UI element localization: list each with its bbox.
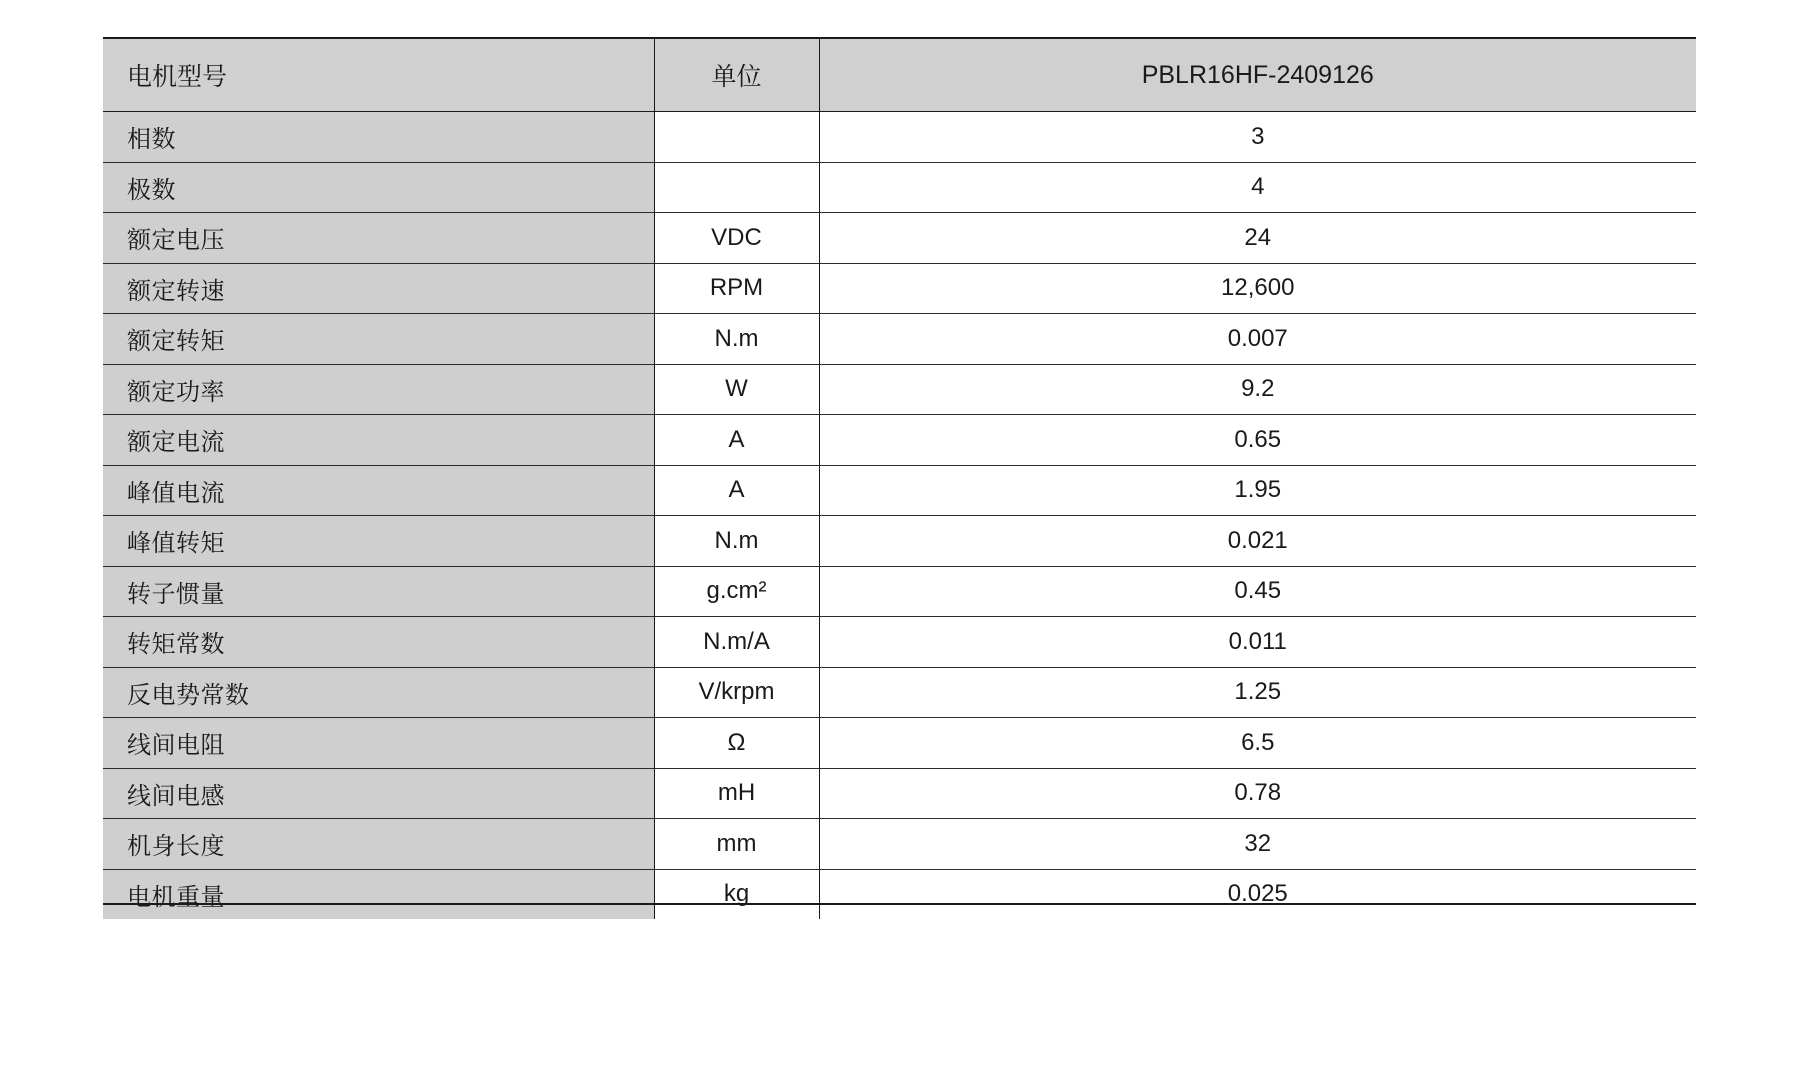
row-unit: N.m bbox=[654, 516, 819, 567]
row-unit: RPM bbox=[654, 263, 819, 314]
row-label: 线间电阻 bbox=[103, 718, 654, 769]
row-label: 峰值电流 bbox=[103, 465, 654, 516]
row-unit: Ω bbox=[654, 718, 819, 769]
row-value: 0.025 bbox=[819, 869, 1696, 919]
row-label: 机身长度 bbox=[103, 819, 654, 870]
row-unit: A bbox=[654, 465, 819, 516]
row-unit: VDC bbox=[654, 213, 819, 264]
row-value: 3 bbox=[819, 112, 1696, 163]
header-cell-model-number: PBLR16HF-2409126 bbox=[819, 38, 1696, 112]
row-value: 0.45 bbox=[819, 566, 1696, 617]
motor-specification-table bbox=[103, 37, 1696, 919]
row-unit: mm bbox=[654, 819, 819, 870]
table-row bbox=[103, 465, 1696, 516]
row-unit: V/krpm bbox=[654, 667, 819, 718]
table-row bbox=[103, 516, 1696, 567]
row-unit: kg bbox=[654, 869, 819, 919]
row-value: 4 bbox=[819, 162, 1696, 213]
table-body bbox=[103, 38, 1696, 919]
table-row bbox=[103, 112, 1696, 163]
table-bottom-rule bbox=[103, 903, 1696, 905]
row-label: 转子惯量 bbox=[103, 566, 654, 617]
row-value: 1.95 bbox=[819, 465, 1696, 516]
row-label: 相数 bbox=[103, 112, 654, 163]
table-row bbox=[103, 213, 1696, 264]
table-row bbox=[103, 819, 1696, 870]
table-row bbox=[103, 415, 1696, 466]
row-value: 32 bbox=[819, 819, 1696, 870]
row-label: 额定电流 bbox=[103, 415, 654, 466]
table-row bbox=[103, 263, 1696, 314]
row-label: 额定转速 bbox=[103, 263, 654, 314]
row-value: 9.2 bbox=[819, 364, 1696, 415]
header-cell-unit: 单位 bbox=[654, 38, 819, 112]
row-unit: N.m/A bbox=[654, 617, 819, 668]
row-value: 0.65 bbox=[819, 415, 1696, 466]
table-row bbox=[103, 617, 1696, 668]
row-value: 24 bbox=[819, 213, 1696, 264]
row-unit: mH bbox=[654, 768, 819, 819]
header-cell-motor-model: 电机型号 bbox=[103, 38, 654, 112]
row-unit: N.m bbox=[654, 314, 819, 365]
row-value: 0.78 bbox=[819, 768, 1696, 819]
table-row bbox=[103, 314, 1696, 365]
table-row bbox=[103, 718, 1696, 769]
table-row bbox=[103, 364, 1696, 415]
row-unit: A bbox=[654, 415, 819, 466]
row-value: 0.021 bbox=[819, 516, 1696, 567]
table-row bbox=[103, 869, 1696, 919]
table-header-row bbox=[103, 38, 1696, 112]
table-row bbox=[103, 768, 1696, 819]
row-unit bbox=[654, 162, 819, 213]
row-label: 额定电压 bbox=[103, 213, 654, 264]
row-label: 额定功率 bbox=[103, 364, 654, 415]
row-value: 12,600 bbox=[819, 263, 1696, 314]
row-unit: g.cm² bbox=[654, 566, 819, 617]
row-value: 6.5 bbox=[819, 718, 1696, 769]
table-row bbox=[103, 566, 1696, 617]
row-label: 峰值转矩 bbox=[103, 516, 654, 567]
row-label: 转矩常数 bbox=[103, 617, 654, 668]
row-label: 额定转矩 bbox=[103, 314, 654, 365]
row-label: 电机重量 bbox=[103, 869, 654, 919]
row-label: 极数 bbox=[103, 162, 654, 213]
row-label: 线间电感 bbox=[103, 768, 654, 819]
table-row bbox=[103, 162, 1696, 213]
row-unit bbox=[654, 112, 819, 163]
row-value: 1.25 bbox=[819, 667, 1696, 718]
row-value: 0.007 bbox=[819, 314, 1696, 365]
row-unit: W bbox=[654, 364, 819, 415]
row-value: 0.011 bbox=[819, 617, 1696, 668]
table-row bbox=[103, 667, 1696, 718]
row-label: 反电势常数 bbox=[103, 667, 654, 718]
